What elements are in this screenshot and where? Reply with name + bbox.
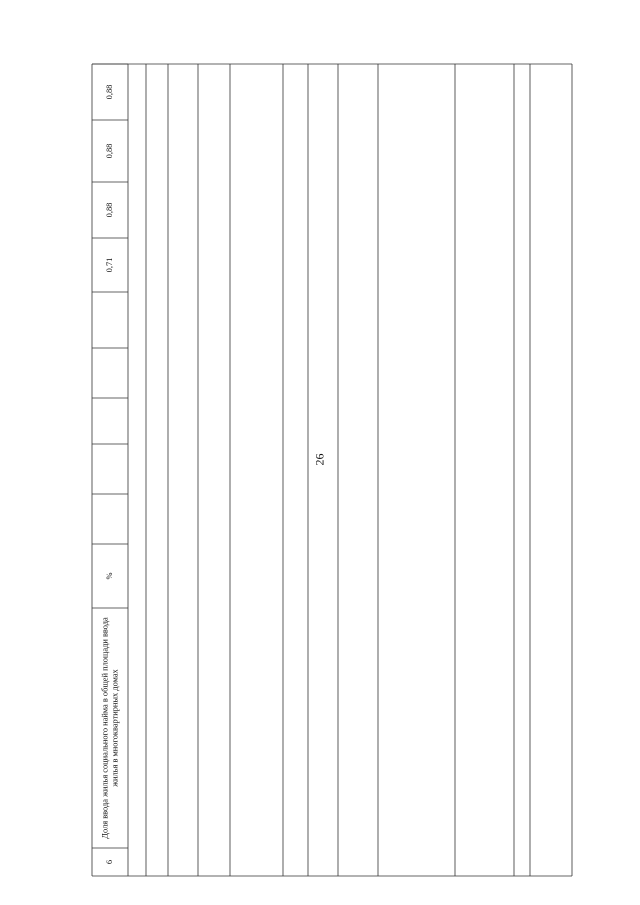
indicator-name-text: Доля ввода жилья социального найма в общей площади ввода жилья в многоквартирных домах [100, 617, 119, 839]
unit-cell-text: % [105, 572, 115, 580]
value-cell [92, 120, 128, 182]
value-cell [92, 444, 128, 494]
value-cell [92, 238, 128, 292]
value-cell-text: 0,88 [105, 202, 115, 218]
indicator-name [92, 608, 128, 848]
unit-cell [92, 544, 128, 608]
value-cell-text: 0,71 [105, 257, 115, 273]
value-cell [92, 64, 128, 120]
value-cell [92, 398, 128, 444]
value-cell [92, 292, 128, 348]
value-cell [92, 348, 128, 398]
page-number: 26 [312, 453, 327, 466]
value-cell-text: 0,88 [105, 143, 115, 159]
value-cell [92, 182, 128, 238]
value-cell [92, 494, 128, 544]
value-cell-text: 0,88 [105, 84, 115, 100]
row-number-text: 6 [105, 859, 115, 865]
row-number [92, 848, 128, 876]
